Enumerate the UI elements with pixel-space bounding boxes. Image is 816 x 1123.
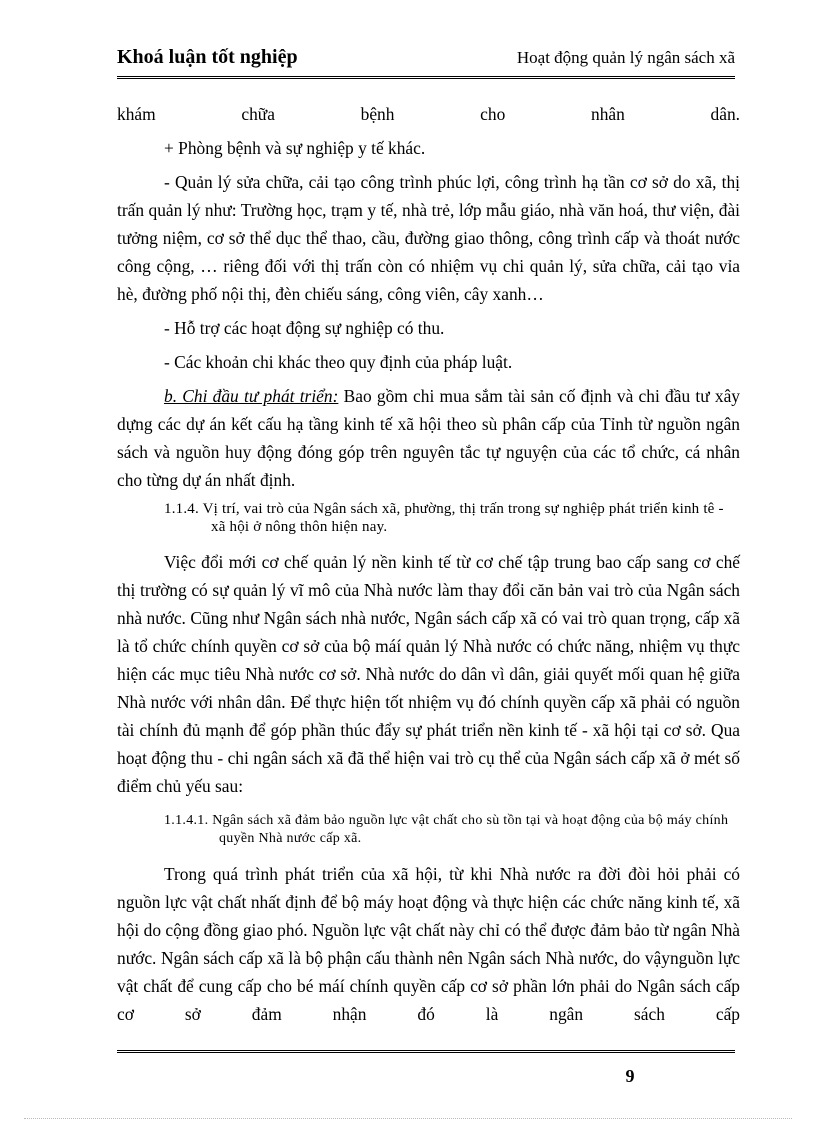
page-header [117, 44, 735, 74]
paragraph-support-activities: - Hỗ trợ các hoạt động sự nghiệp có thu. [164, 318, 445, 338]
header-topic-title: Hoạt động quản lý ngân sách xã [516, 48, 735, 67]
paragraph-development-investment [117, 382, 740, 494]
paragraph-bullet-disease-prevention: + Phòng bệnh và sự nghiệp y tế khác. [164, 138, 426, 158]
page-number: 9 [625, 1066, 635, 1086]
header-thesis-label: Khoá luận tốt nghiệp [117, 46, 298, 68]
section-heading-1-1-4-1: 1.1.4.1. Ngân sách xã đảm bảo nguồn lực vật chất cho sù tồn tại và hoạt động của bộ máy chính quyền Nhà nước cấp xã. [164, 813, 729, 846]
section-heading-1-1-4: 1.1.4. Vị trí, vai trò của Ngân sách xã, phường, thị trấn trong sự nghiệp phát triển kinh tê - xã hội ở nông thôn hiện nay. [164, 501, 724, 535]
development-investment-text: Bao gồm chi mua sắm tài sản cố định và chi đầu tư xây dựng các dự án kết cấu hạ tầng kinh tế xã hội theo sù phân cấp của Tỉnh từ nguồn ngân sách và nguồn huy động đóng góp trên nguyên tắc tự nguyện của các tổ chức, cá nhân cho từng dự án nhất định. [117, 386, 741, 490]
paragraph-infrastructure-management: - Quản lý sửa chữa, cải tạo công trình phúc lợi, công trình hạ tần cơ sở do xã, thị trấn quản lý như: Trường học, trạm y tế, nhà trẻ, lớp mẫu giáo, nhà văn hoá, thư viện, đài tưởng niệm, cơ sở thể dục thể thao, cầu, đường giao thông, công trình cấp và thoát nước công cộng, … riêng đối với thị trấn còn có nhiệm vụ chi quản lý, sửa chữa, cải tạo vỉa hè, đường phố nội thị, đèn chiếu sáng, công viên, cây xanh… [117, 172, 740, 304]
subheading-development-investment: b. Chi đầu tư phát triển: [164, 386, 339, 406]
paragraph-continuation: khám chữa bệnh cho nhân dân. [117, 104, 740, 124]
paragraph-role-of-budget: Việc đổi mới cơ chế quản lý nền kinh tế từ cơ chế tập trung bao cấp sang cơ chế thị trường có sự quản lý vĩ mô của Nhà nước làm thay đổi căn bản vai trò của Ngân sách nhà nước. Cũng như Ngân sách nhà nước, Ngân sách cấp xã có vai trò quan trọng, cấp xã là tổ chức chính quyền cơ sở của bộ máí quản lý Nhà nước có chức năng, nhiệm vụ thực hiện các mục tiêu Nhà nước cơ sở. Nhà nước do dân vì dân, giải quyết mối quan hệ giữa Nhà nước với nhân dân. Để thực hiện tốt nhiệm vụ đó chính quyền cấp xã phải có nguồn tài chính đủ mạnh để góp phần thúc đẩy sự phát triển nền kinh tế - xã hội tại cơ sở. Qua hoạt động thu - chi ngân sách xã đã thể hiện vai trò cụ thể của Ngân sách cấp xã ở mét số điểm chủ yếu sau: [117, 552, 740, 796]
footer-divider [117, 1050, 735, 1053]
header-divider [117, 76, 735, 79]
paragraph-other-expenses: - Các khoản chi khác theo quy định của pháp luật. [164, 352, 513, 372]
paragraph-material-resources: Trong quá trình phát triển của xã hội, từ khi Nhà nước ra đời đòi hỏi phải có nguồn lực vật chất nhất định để bộ máy hoạt động và thực hiện các chức năng kinh tế, xã hội do cộng đồng giao phó. Nguồn lực vật chất này chỉ có thể được đảm bảo từ ngân Nhà nước. Ngân sách cấp xã là bộ phận cấu thành nên Ngân sách Nhà nước, do vậynguồn lực vật chất để cung cấp cho bé máí chính quyền cấp cơ sở phần lớn phải do Ngân sách cấp cơ sở đảm nhận đó là ngân sách cấp [117, 864, 740, 1024]
page-bottom-border [24, 1118, 792, 1119]
document-body [117, 100, 741, 1034]
